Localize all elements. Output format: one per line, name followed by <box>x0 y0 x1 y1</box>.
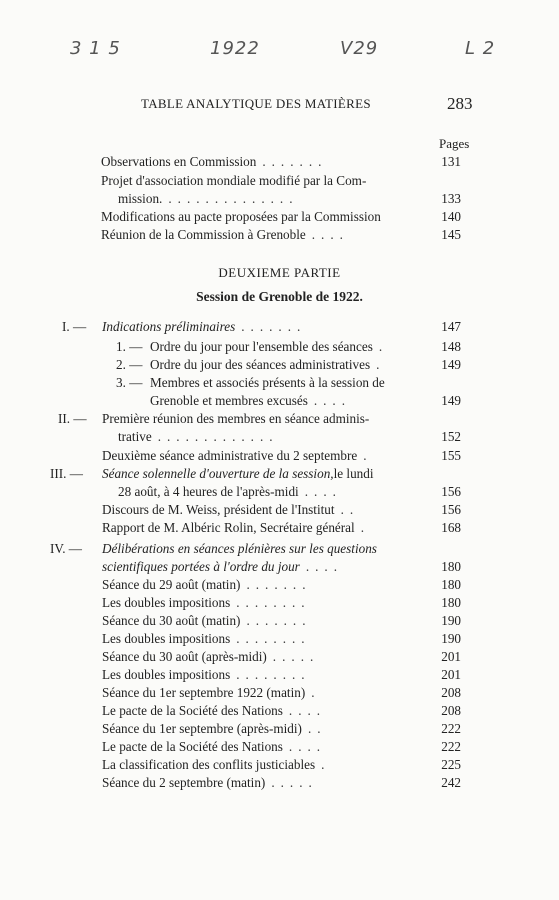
toc-entry: Rapport de M. Albéric Rolin, Secrétaire général . 168 <box>102 520 461 535</box>
toc-entry: Modifications au pacte proposées par la Commission 140 <box>101 209 461 224</box>
toc-entry: Les doubles impositions ........ 190 <box>102 631 461 646</box>
toc-entry: trative ............. 152 <box>118 429 461 444</box>
part-subtitle: Session de Grenoble de 1922. <box>196 289 363 304</box>
toc-entry: Discours de M. Weiss, président de l'Institut .. 156 <box>102 502 461 517</box>
toc-entry: 3. — Membres et associés présents à la session de <box>116 375 385 390</box>
toc-entry: Le pacte de la Société des Nations .... 222 <box>102 739 461 754</box>
toc-entry: Les doubles impositions ........ 201 <box>102 667 461 682</box>
toc-entry: Projet d'association mondiale modifié par la Com- <box>101 173 367 188</box>
handwritten-mark: L 2 <box>465 38 496 59</box>
toc-entry: Séance du 30 août (matin) ....... 190 <box>102 613 461 628</box>
toc-section: IV. — Délibérations en séances plénières sur les questions <box>50 541 377 556</box>
toc-entry: Séance du 2 septembre (matin) ..... 242 <box>102 775 461 790</box>
pages-column-label: Pages <box>439 136 470 151</box>
toc-entry: Le pacte de la Société des Nations .... 208 <box>102 703 461 718</box>
toc-section: I. — Indications préliminaires ....... 147 <box>62 319 461 334</box>
toc-entry: mission. .............. 133 <box>118 191 461 206</box>
toc-entry: Grenoble et membres excusés .... 149 <box>150 393 461 408</box>
page-number: 283 <box>447 94 473 113</box>
toc-entry: 2. — Ordre du jour des séances administratives . 149 <box>116 357 461 372</box>
toc-section: III. — Séance solennelle d'ouverture de la session, le lundi <box>50 466 374 481</box>
toc-entry: La classification des conflits justiciables . 225 <box>102 757 461 772</box>
toc-section: II. — Première réunion des membres en séance adminis- <box>58 411 370 426</box>
toc-entry: 28 août, à 4 heures de l'après-midi .... 156 <box>118 484 461 499</box>
toc-entry: Les doubles impositions ........ 180 <box>102 595 461 610</box>
toc-entry: Deuxième séance administrative du 2 septembre . 155 <box>102 448 461 463</box>
toc-entry: Séance du 29 août (matin) ....... 180 <box>102 577 461 592</box>
handwritten-note: 3 1 5 <box>70 38 121 59</box>
part-heading: DEUXIEME PARTIE <box>218 265 341 280</box>
toc-entry: Séance du 30 août (après-midi) ..... 201 <box>102 649 461 664</box>
toc-entry: Réunion de la Commission à Grenoble .... 145 <box>101 227 461 242</box>
toc-entry: Séance du 1er septembre (après-midi) .. 222 <box>102 721 461 736</box>
running-header <box>0 96 559 116</box>
handwritten-volume: V29 <box>340 38 379 59</box>
header-title: TABLE ANALYTIQUE DES MATIÈRES <box>141 96 371 111</box>
toc-entry: 1. — Ordre du jour pour l'ensemble des séances . 148 <box>116 339 461 354</box>
handwritten-year: 1922 <box>210 38 260 59</box>
toc-entry: Séance du 1er septembre 1922 (matin) . 208 <box>102 685 461 700</box>
toc-entry: Observations en Commission ....... 131 <box>101 154 461 169</box>
toc-entry: scientifiques portées à l'ordre du jour .... 180 <box>102 559 461 574</box>
